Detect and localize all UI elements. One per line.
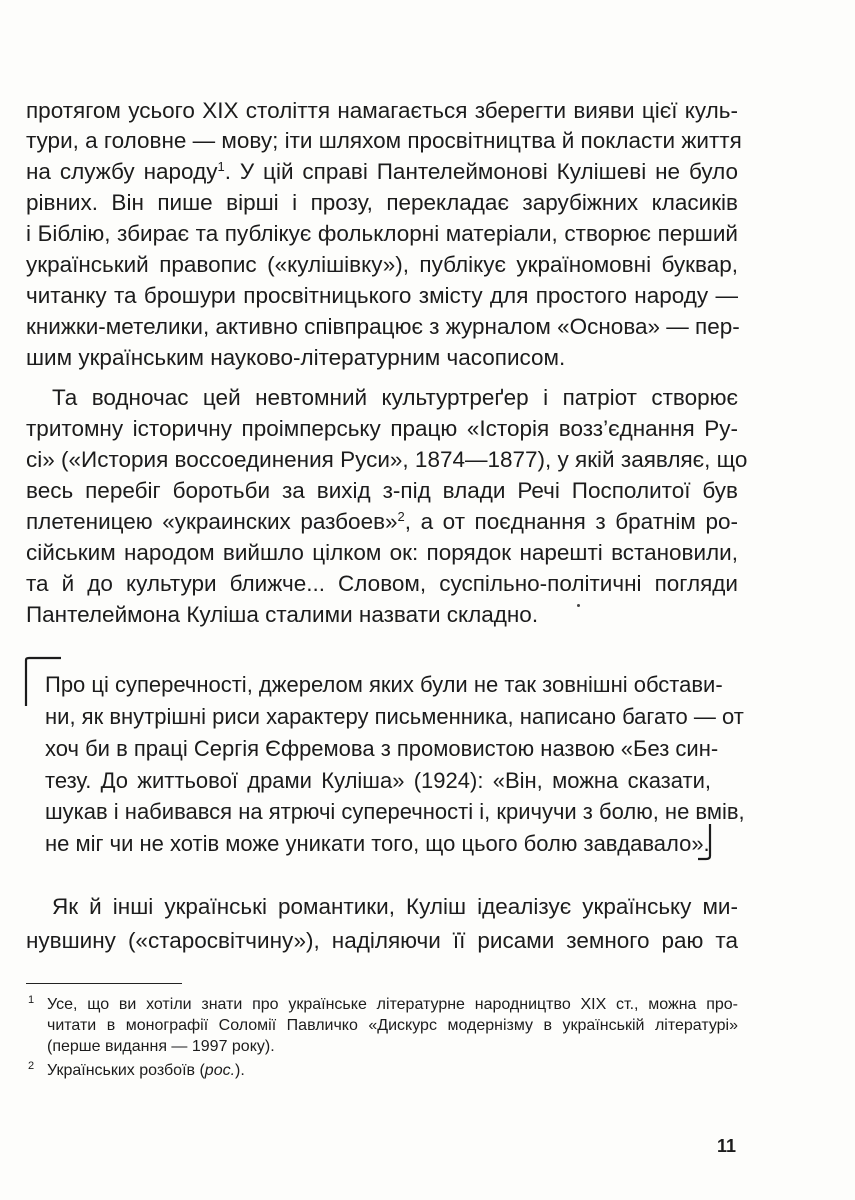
- text-line: Пантелеймона Куліша сталими назвати складно.: [26, 602, 539, 627]
- footnote-line: (перше видання — 1997 року).: [47, 1038, 275, 1055]
- print-speck: [577, 604, 580, 607]
- text-line: протягом усього ХІХ століття намагається зберегти вияви цієї куль-: [26, 98, 738, 123]
- footnote-number: 1: [28, 994, 35, 1006]
- quote-line: Про ці суперечності, джерелом яких були не так зовнішні обстави-: [45, 672, 723, 697]
- text-line: сі» («История воссоединения Руси», 1874—1877), у якій заявляє, що: [26, 447, 748, 472]
- footnote-text: Українських розбоїв (: [47, 1062, 205, 1079]
- quote-line: хоч би в праці Сергія Єфремова з промовистою назвою «Без син-: [45, 736, 719, 761]
- quote-line: ни, як внутрішні риси характеру письменника, написано багато — от: [45, 704, 744, 729]
- text-line: та й до культури ближче... Словом, суспільно-політичні погляди: [26, 571, 738, 596]
- footnote-italic: рос.: [204, 1062, 236, 1079]
- quote-line: шукав і набивався на ятрючі суперечності і, кричучи з болю, не вмів,: [45, 799, 745, 824]
- text-line: читанку та брошури просвітницького змісту для простого народу —: [26, 283, 738, 308]
- text-fragment: , а от поєднання з братнім ро-: [404, 509, 738, 534]
- text-line: книжки-метелики, активно співпрацює з журналом «Основа» — пер-: [26, 314, 740, 339]
- text-line: тритомну історичну проімперську працю «Історія возз’єднання Ру-: [26, 416, 738, 441]
- text-line: Та водночас цей невтомний культуртреґер і патріот створює: [52, 385, 738, 410]
- footnote-line: Усе, що ви хотіли знати про українське літературне народництво ХІХ ст., можна про-: [47, 996, 738, 1013]
- quote-line: не міг чи не хотів може уникати того, що цього болю завдавало».: [45, 831, 710, 856]
- footnote-ref-1[interactable]: 1: [217, 159, 225, 174]
- text-line: весь перебіг боротьби за вихід з-під влади Речі Посполитої був: [26, 478, 738, 503]
- footnote-ref-2[interactable]: 2: [397, 509, 405, 524]
- footnote-text-end: ).: [235, 1062, 245, 1079]
- text-line: [26, 507, 738, 537]
- page-number: 11: [716, 1136, 736, 1156]
- text-line: нувшину («старосвітчину»), наділяючи її рисами земного раю та: [26, 928, 738, 953]
- text-line: рівних. Він пише вірші і прозу, перекладає зарубіжних класиків: [26, 190, 738, 215]
- text-fragment: на службу народу: [26, 159, 218, 184]
- text-fragment: плетеницею «украинских разбоев»: [26, 509, 398, 534]
- footnote-line: читати в монографії Соломії Павличко «Дискурс модернізму в українській літературі»: [47, 1017, 738, 1034]
- text-fragment: . У цій справі Пантелеймонові Кулішеві не було: [224, 159, 739, 184]
- footnote-line: [47, 1060, 738, 1081]
- text-line: сійським народом вийшло цілком ок: порядок нарешті встановили,: [26, 540, 738, 565]
- footnote-number: 2: [28, 1060, 35, 1072]
- text-line: Як й інші українські романтики, Куліш ідеалізує українську ми-: [52, 894, 738, 919]
- quote-close-bracket-icon: [696, 822, 716, 862]
- text-line: український правопис («кулішівку»), публікує україномовні буквар,: [26, 252, 738, 277]
- footnote-separator: [26, 983, 182, 984]
- text-line: і Біблію, збирає та публікує фольклорні матеріали, створює перший: [26, 221, 738, 246]
- text-line: шим українським науково-літературним часописом.: [26, 345, 566, 370]
- quote-line: тезу. До життьової драми Куліша» (1924): «Він, можна сказати,: [45, 768, 711, 793]
- text-line: [26, 157, 738, 187]
- text-line: тури, а головне — мову; іти шляхом просвітництва й покласти життя: [26, 128, 742, 153]
